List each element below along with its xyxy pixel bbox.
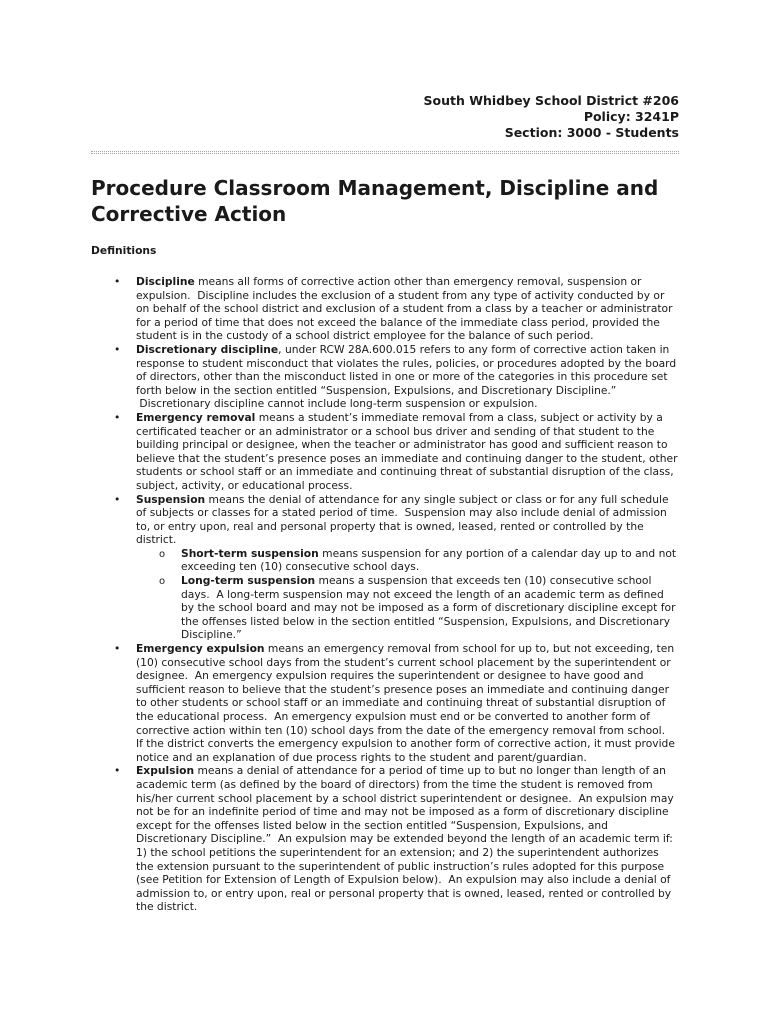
bullet-icon: [114, 764, 120, 778]
definition-line: the extension pursuant to the superintendent of public instruction’s rules adopted for this purpose: [136, 859, 665, 873]
definition-term: Emergency removal: [136, 410, 256, 424]
definition-line: by the school board and may not be imposed as a form of discretionary discipline except for: [181, 601, 676, 615]
sub-definition-item: [181, 574, 736, 642]
definition-text: , under RCW 28A.600.015 refers to any form of corrective action taken in: [278, 342, 670, 356]
definition-line: days. A long-term suspension may not exceed the length of an academic term as defined: [181, 587, 664, 601]
definition-text: means the denial of attendance for any single subject or class or for any full schedule: [205, 492, 669, 506]
definition-text: means suspension for any portion of a calendar day up to and not: [318, 546, 677, 560]
circle-bullet-icon: [159, 547, 165, 562]
page-title: Procedure Classroom Management, Discipline and Corrective Action: [91, 176, 659, 226]
definition-line: corrective action within ten (10) school days from the date of the emergency removal from school.: [136, 723, 666, 737]
definition-line: [181, 547, 736, 561]
bullet-icon: [114, 275, 120, 289]
definition-line: Discipline.”: [181, 628, 242, 642]
definition-line: [181, 574, 736, 588]
definition-line: 1) the school petitions the superintendent for an extension; and 2) the superintendent authorizes: [136, 845, 659, 859]
definition-line: student is in the custody of a school district employee for the balance of such period.: [136, 329, 594, 343]
bullet-icon: [114, 493, 120, 507]
definition-line: [136, 343, 736, 357]
bullet-icon: [114, 343, 120, 357]
definition-line: subject, activity, or educational process.: [136, 478, 353, 492]
definition-line: [136, 411, 736, 425]
definition-line: [136, 493, 736, 507]
sub-definition-item: [181, 547, 736, 574]
policy-number: Policy: 3241P: [583, 109, 679, 124]
definition-item: [136, 493, 736, 643]
definition-term: Suspension: [136, 492, 206, 506]
definition-term: Short-term suspension: [181, 546, 319, 560]
definition-line: [136, 275, 736, 289]
definition-line: (10) consecutive school days from the student’s current school placement by the superintendent or: [136, 655, 671, 669]
definition-line: for a period of time that does not exceed the balance of the immediate class period, provided the: [136, 315, 660, 329]
definition-line: except for the offenses listed below in the section entitled “Suspension, Expulsions, and: [136, 818, 608, 832]
definition-line: academic term (as defined by the board of directors) from the time the student is removed from: [136, 777, 653, 791]
district-name: South Whidbey School District #206: [423, 93, 679, 108]
definition-line: the district.: [136, 900, 198, 914]
definition-line: expulsion. Discipline includes the exclusion of a student from any type of activity conducted by or: [136, 288, 665, 302]
definition-line: on behalf of the school district and exclusion of a student from a class by a teacher or administrator: [136, 302, 673, 316]
definition-line: the offenses listed below in the section entitled “Suspension, Expulsions, and Discretionary: [181, 614, 671, 628]
definition-item: [136, 411, 736, 493]
definition-line: response to student misconduct that violates the rules, policies, or procedures adopted by the board: [136, 356, 677, 370]
definition-item: [136, 764, 736, 914]
circle-bullet-icon: [159, 574, 165, 589]
definition-line: Discretionary Discipline.” An expulsion may be extended beyond the length of an academic term if:: [136, 832, 673, 846]
definition-line: exceeding ten (10) consecutive school days.: [181, 560, 420, 574]
definition-item: [136, 642, 736, 764]
definition-term: Expulsion: [136, 764, 195, 778]
definition-line: designee. An emergency expulsion requires the superintendent or designee to have good and: [136, 669, 644, 683]
definitions-list: [136, 275, 736, 914]
definition-item: [136, 343, 736, 411]
definition-term: Discipline: [136, 275, 195, 288]
definition-line: Discretionary discipline cannot include long-term suspension or expulsion.: [136, 397, 538, 411]
definition-line: students or school staff or an immediate and continuing threat of substantial disruption of the class,: [136, 465, 674, 479]
definition-text: means an emergency removal from school for up to, but not exceeding, ten: [264, 642, 675, 656]
definition-line: forth below in the section entitled “Suspension, Expulsions, and Discretionary Discipline.”: [136, 383, 617, 397]
definition-line: believe that the student’s presence poses an immediate and continuing danger to the student, other: [136, 451, 678, 465]
definition-line: of directors, other than the misconduct listed in one or more of the categories in this procedure set: [136, 370, 668, 384]
definition-line: his/her current school placement by a school district superintendent or designee. An expulsion may: [136, 791, 674, 805]
definition-text: means a student’s immediate removal from a class, subject or activity by a: [255, 410, 663, 424]
definition-line: district.: [136, 533, 177, 547]
definition-line: certificated teacher or an administrator or a school bus driver and sending of that student to the: [136, 424, 655, 438]
definition-line: (see Petition for Extension of Length of Expulsion below). An expulsion may also include a denial of: [136, 873, 671, 887]
definition-line: [136, 642, 736, 656]
definition-line: to other students or school staff or an immediate and continuing threat of substantial disruption of: [136, 696, 666, 710]
definition-line: admission to, or entry upon, real or personal property that is owned, leased, rented or controlled by: [136, 886, 672, 900]
definition-line: the educational process. An emergency expulsion must end or be converted to another form of: [136, 710, 650, 723]
definition-line: not be for an indefinite period of time and may not be imposed as a form of discretionary discipline: [136, 805, 669, 819]
sub-definitions-list: [181, 547, 736, 642]
definition-line: of subjects or classes for a stated period of time. Suspension may also include denial of admission: [136, 506, 667, 520]
bullet-icon: [114, 642, 120, 656]
bullet-icon: [114, 411, 120, 425]
definition-term: Emergency expulsion: [136, 642, 265, 656]
document-header: [423, 93, 679, 141]
section-label: Section: 3000 - Students: [504, 125, 679, 140]
header-divider: [91, 151, 679, 154]
definitions-heading: Definitions: [91, 244, 157, 257]
definition-line: [136, 764, 736, 778]
definition-text: means a suspension that exceeds ten (10) consecutive school: [315, 574, 652, 588]
definition-item: [136, 275, 736, 343]
definition-line: to, or entry upon, real and personal property that is owned, leased, rented or controlled by the: [136, 519, 644, 533]
definition-line: If the district converts the emergency expulsion to another form of corrective action, it must provide: [136, 737, 675, 751]
definition-line: sufficient reason to believe that the student’s presence poses an immediate and continuing danger: [136, 682, 670, 696]
definition-text: means a denial of attendance for a period of time up to but no longer than length of an: [194, 764, 666, 778]
definition-line: building principal or designee, when the teacher or administrator has good and sufficient reason to: [136, 438, 668, 452]
definition-text: means all forms of corrective action other than emergency removal, suspension or: [194, 275, 642, 288]
definition-term: Discretionary discipline: [136, 342, 279, 356]
definition-term: Long-term suspension: [181, 574, 316, 588]
definition-line: notice and an explanation of due process rights to the student and parent/guardian.: [136, 750, 587, 764]
